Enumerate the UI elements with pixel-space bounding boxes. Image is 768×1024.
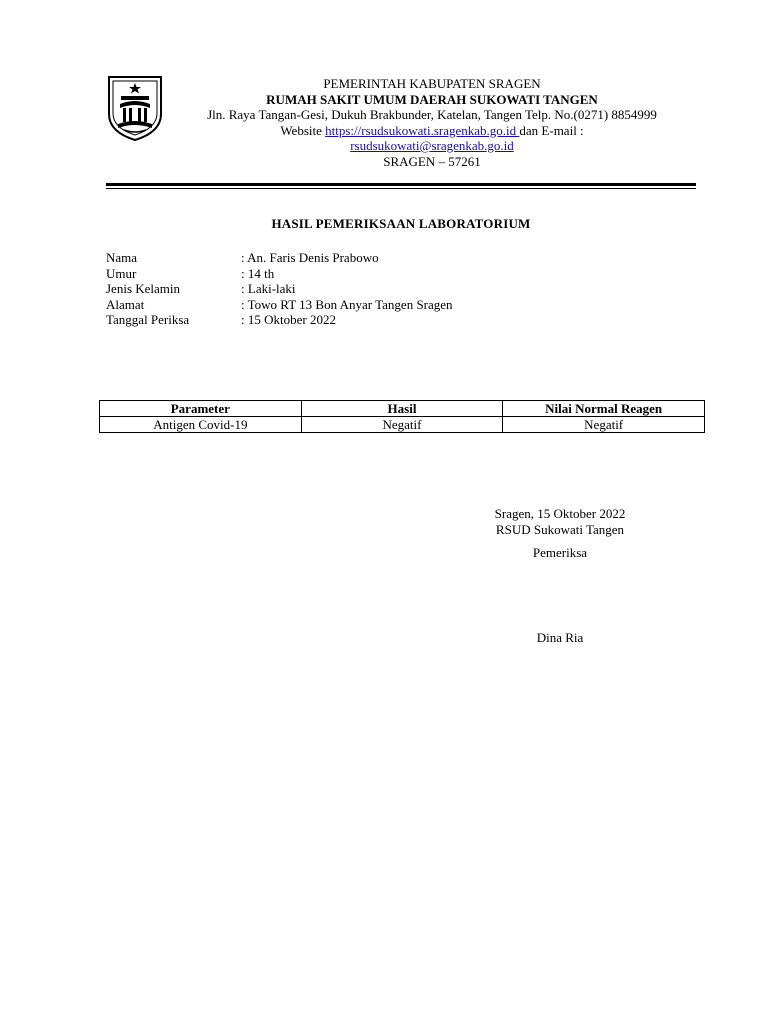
email-prefix: dan E-mail : xyxy=(519,122,584,138)
patient-info xyxy=(106,250,453,328)
signature-block xyxy=(470,506,650,645)
info-value: : Laki-laki xyxy=(241,281,296,297)
letterhead-divider-thick xyxy=(106,183,696,186)
patient-info-row xyxy=(106,266,453,282)
government-name: PEMERINTAH KABUPATEN SRAGEN xyxy=(323,76,541,91)
cell-result: Negatif xyxy=(301,417,503,433)
result-table xyxy=(99,400,705,433)
document-title: HASIL PEMERIKSAAN LABORATORIUM xyxy=(271,216,531,231)
info-label: Umur xyxy=(106,265,137,281)
info-label: Tanggal Periksa xyxy=(106,312,190,327)
place-date: Sragen, 15 Oktober 2022 xyxy=(494,506,626,521)
column-header-result: Hasil xyxy=(301,401,503,417)
contact-line xyxy=(166,123,698,139)
signer-role: Pemeriksa xyxy=(532,545,588,560)
website-prefix: Website xyxy=(280,122,326,138)
hospital-name: RUMAH SAKIT UMUM DAERAH SUKOWATI TANGEN xyxy=(266,91,598,107)
info-value: : 14 th xyxy=(241,266,274,282)
patient-info-row xyxy=(106,281,453,297)
sragen-emblem-icon xyxy=(106,74,164,142)
info-label: Nama xyxy=(106,250,138,265)
info-value: : 15 Oktober 2022 xyxy=(241,312,336,328)
signing-institution: RSUD Sukowati Tangen xyxy=(495,521,625,537)
cell-parameter: Antigen Covid-19 xyxy=(100,417,302,433)
column-header-parameter: Parameter xyxy=(100,401,302,417)
website-link[interactable]: https://rsudsukowati.sragenkab.go.id xyxy=(325,122,520,138)
letterhead xyxy=(166,76,698,169)
info-value: : An. Faris Denis Prabowo xyxy=(241,250,379,266)
email-link[interactable]: rsudsukowati@sragenkab.go.id xyxy=(350,138,514,153)
info-value: : Towo RT 13 Bon Anyar Tangen Sragen xyxy=(241,297,453,313)
info-label: Alamat xyxy=(106,296,145,312)
cell-normal-value: Negatif xyxy=(503,417,705,433)
table-row xyxy=(100,417,705,433)
hospital-address: Jln. Raya Tangan-Gesi, Dukuh Brakbunder, Katelan, Tangen Telp. No.(0271) 8854999 xyxy=(207,107,657,122)
patient-info-row xyxy=(106,297,453,313)
table-header-row xyxy=(100,401,705,417)
column-header-normal-value: Nilai Normal Reagen xyxy=(503,401,705,417)
signer-name: Dina Ria xyxy=(536,629,584,645)
city-postal-code: SRAGEN – 57261 xyxy=(383,153,481,169)
patient-info-row xyxy=(106,250,453,266)
info-label: Jenis Kelamin xyxy=(106,281,181,296)
patient-info-row xyxy=(106,312,453,328)
letterhead-divider-thin xyxy=(106,188,696,189)
